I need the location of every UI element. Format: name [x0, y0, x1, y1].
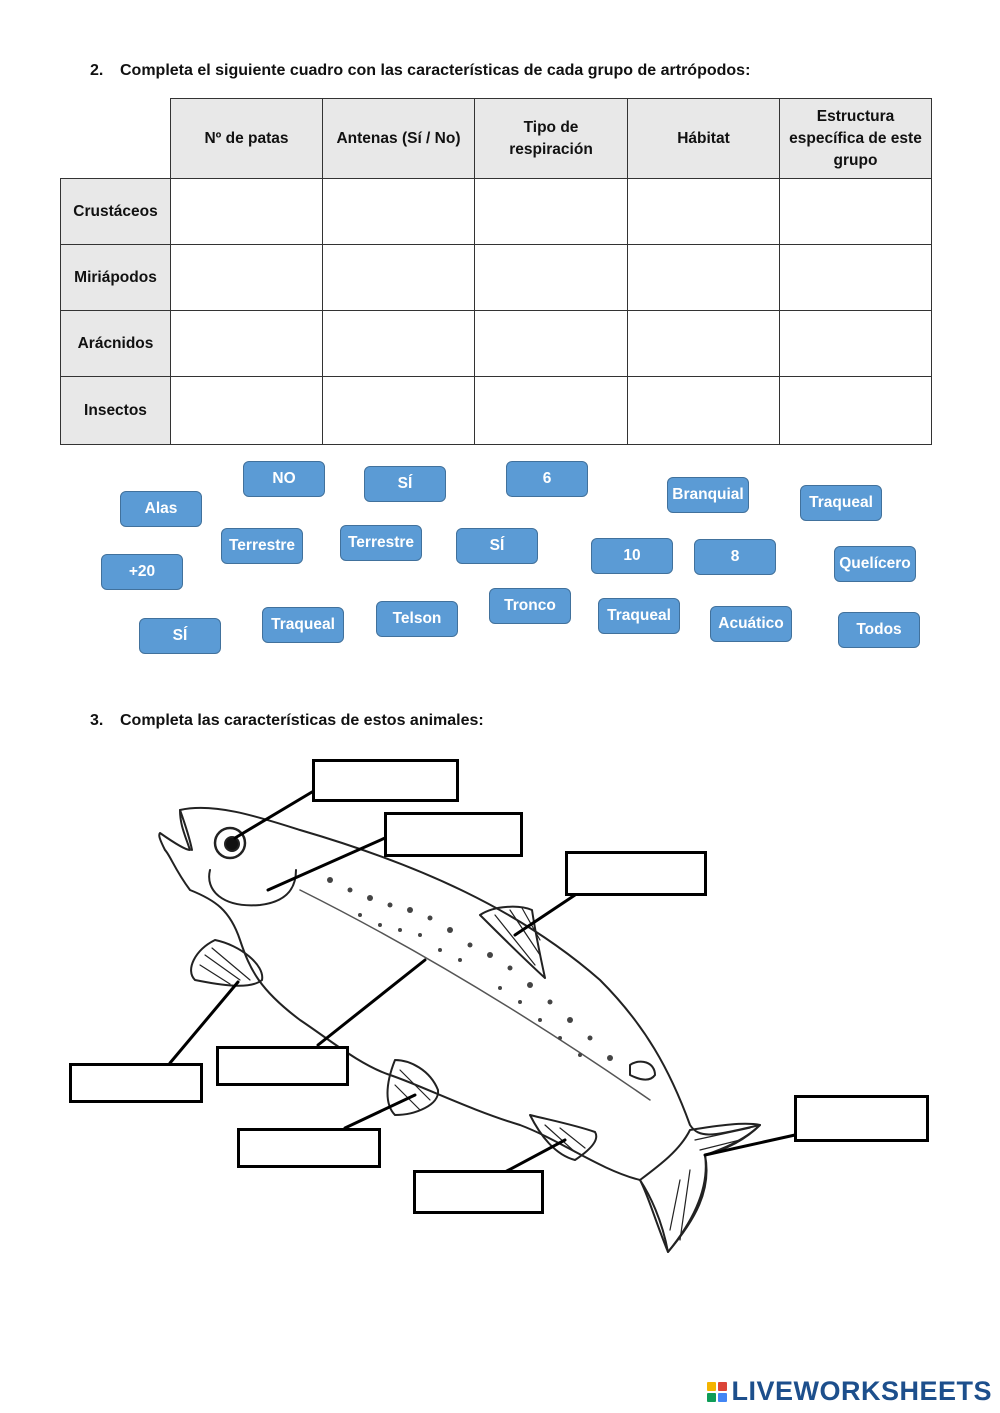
mouth: [180, 810, 192, 850]
question-3-title: [90, 712, 484, 730]
answer-cell[interactable]: [474, 244, 628, 311]
column-header: Nº de patas: [170, 98, 323, 179]
answer-chip[interactable]: Quelícero: [834, 546, 916, 582]
answer-cell[interactable]: [474, 178, 628, 245]
answer-cell[interactable]: [170, 310, 323, 377]
answer-chip[interactable]: Tronco: [489, 588, 571, 624]
answer-chip[interactable]: +20: [101, 554, 183, 590]
fish-label-box[interactable]: [216, 1046, 349, 1086]
column-header: Tipo de respiración: [474, 98, 628, 179]
fish-label-box[interactable]: [565, 851, 707, 896]
fish-label-box[interactable]: [384, 812, 523, 857]
logo-square: [718, 1393, 727, 1402]
answer-chip[interactable]: Branquial: [667, 477, 749, 513]
logo-square: [718, 1382, 727, 1391]
question-text: Completa el siguiente cuadro con las características de cada grupo de artrópodos:: [120, 62, 751, 79]
pectoral-fin: [191, 940, 262, 986]
answer-cell[interactable]: [170, 376, 323, 445]
pelvic-fin: [388, 1060, 439, 1115]
fish-spots: [327, 877, 613, 1061]
row-header: Crustáceos: [60, 178, 171, 245]
brand-logo-icon: [707, 1382, 727, 1402]
answer-cell[interactable]: [322, 376, 475, 445]
answer-cell[interactable]: [322, 178, 475, 245]
answer-cell[interactable]: [627, 178, 780, 245]
answer-cell[interactable]: [474, 310, 628, 377]
answer-cell[interactable]: [779, 244, 932, 311]
answer-cell[interactable]: [322, 310, 475, 377]
answer-chip[interactable]: Telson: [376, 601, 458, 637]
answer-chip[interactable]: Terrestre: [221, 528, 303, 564]
answer-chip[interactable]: SÍ: [139, 618, 221, 654]
brand-name: LIVEWORKSHEETS: [731, 1376, 992, 1406]
fish-label-box[interactable]: [312, 759, 459, 802]
answer-cell[interactable]: [779, 376, 932, 445]
answer-chip[interactable]: 6: [506, 461, 588, 497]
answer-chip[interactable]: Traqueal: [598, 598, 680, 634]
logo-square: [707, 1393, 716, 1402]
question-2-title: [90, 62, 750, 80]
answer-chip[interactable]: SÍ: [364, 466, 446, 502]
fish-label-box[interactable]: [413, 1170, 544, 1214]
answer-chip[interactable]: Traqueal: [800, 485, 882, 521]
answer-cell[interactable]: [627, 376, 780, 445]
answer-cell[interactable]: [779, 178, 932, 245]
answer-chip[interactable]: Todos: [838, 612, 920, 648]
question-number: 2.: [90, 62, 104, 79]
answer-cell[interactable]: [474, 376, 628, 445]
fish-label-box[interactable]: [69, 1063, 203, 1103]
row-header: Arácnidos: [60, 310, 171, 377]
row-header: Miriápodos: [60, 244, 171, 311]
answer-chip[interactable]: Alas: [120, 491, 202, 527]
answer-cell[interactable]: [170, 244, 323, 311]
column-header: Estructura específica de este grupo: [779, 98, 932, 179]
row-header: Insectos: [60, 376, 171, 445]
answer-chip[interactable]: Acuático: [710, 606, 792, 642]
answer-cell[interactable]: [170, 178, 323, 245]
answer-chip[interactable]: NO: [243, 461, 325, 497]
answer-chip[interactable]: Traqueal: [262, 607, 344, 643]
answer-cell[interactable]: [627, 310, 780, 377]
question-text: Completa las características de estos animales:: [120, 712, 484, 729]
liveworksheets-logo: [707, 1376, 992, 1407]
fish-label-box[interactable]: [237, 1128, 381, 1168]
gill-cover: [209, 870, 296, 905]
answer-chip[interactable]: 8: [694, 539, 776, 575]
answer-cell[interactable]: [322, 244, 475, 311]
question-number: 3.: [90, 712, 104, 729]
fish-label-box[interactable]: [794, 1095, 929, 1142]
answer-chip[interactable]: Terrestre: [340, 525, 422, 561]
answer-chip[interactable]: 10: [591, 538, 673, 574]
caudal-fin: [640, 1124, 760, 1252]
lateral-line: [300, 890, 650, 1100]
answer-cell[interactable]: [627, 244, 780, 311]
adipose-fin: [630, 1062, 655, 1080]
answer-chip[interactable]: SÍ: [456, 528, 538, 564]
column-header: Hábitat: [627, 98, 780, 179]
logo-square: [707, 1382, 716, 1391]
column-header: Antenas (Sí / No): [322, 98, 475, 179]
answer-cell[interactable]: [779, 310, 932, 377]
pupil: [225, 837, 239, 851]
